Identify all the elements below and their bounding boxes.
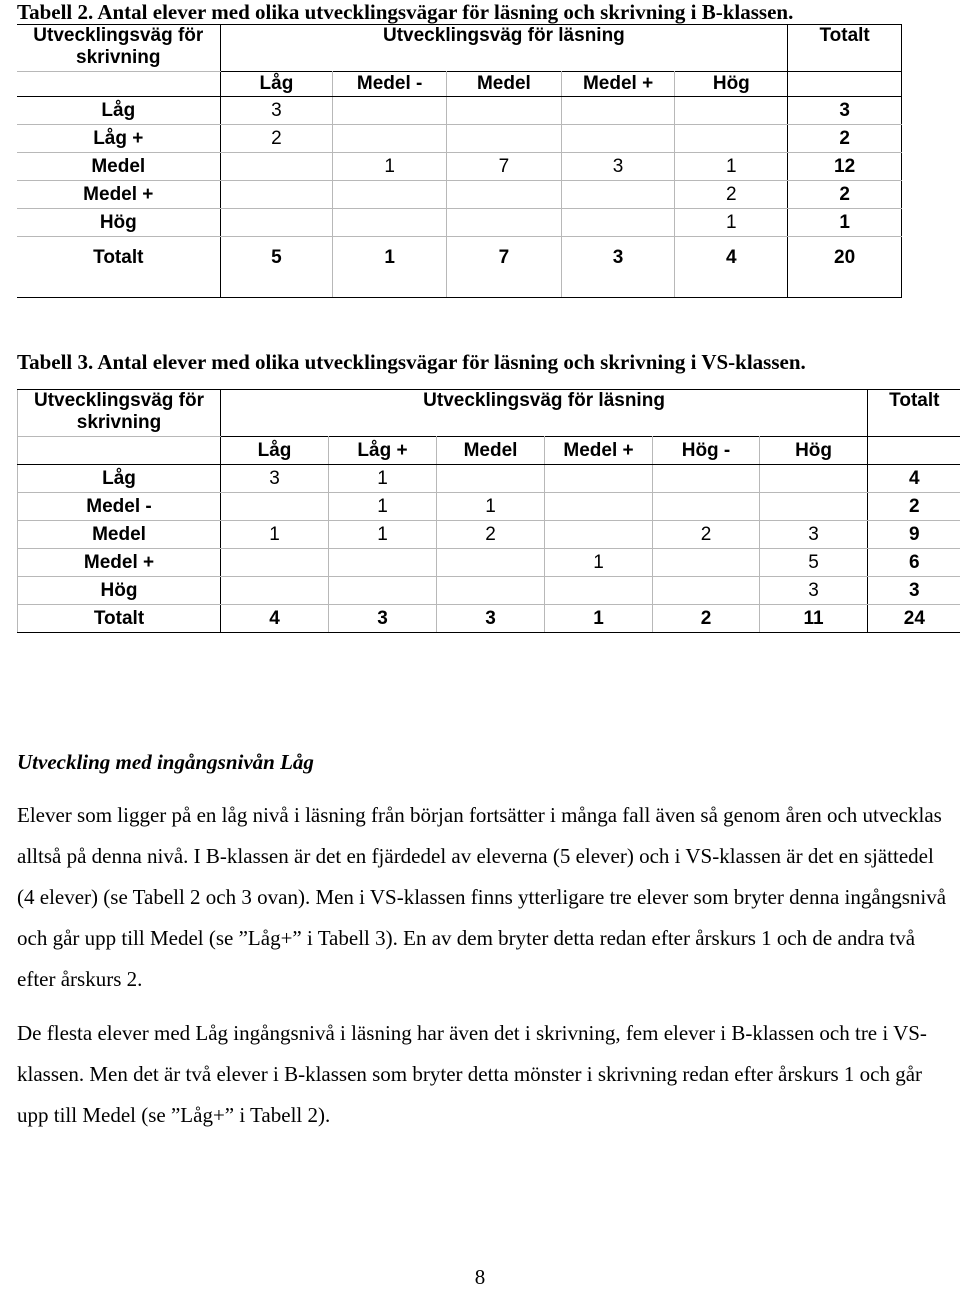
total-header: Totalt <box>788 25 902 72</box>
table-cell <box>447 125 562 153</box>
column-header: Låg + <box>329 437 437 465</box>
table-cell: 4 <box>675 237 788 298</box>
table-row <box>17 209 902 237</box>
table-cell: 3 <box>220 97 333 125</box>
table-row <box>17 97 902 125</box>
row-label: Medel <box>18 521 221 549</box>
row-label: Låg <box>17 97 220 125</box>
table-cell <box>545 493 653 521</box>
table-cell: 2 <box>437 521 545 549</box>
paragraph: Elever som ligger på en låg nivå i läsning från början fortsätter i många fall även så genom åren och utvecklas alltså på denna nivå. I B-klassen är det en fjärdedel av eleverna (5 elever) och i VS-klassen är det en sjättedel (4 elever) (se Tabell 2 och 3 ovan). Men i VS-klassen finns ytterligare tre elever som bryter denna ingångsnivå och går upp till Medel (se ”Låg+” i Tabell 3). En av dem bryter detta redan efter årskurs 1 och de andra två efter årskurs 2. <box>17 795 947 1000</box>
table-cell: 4 <box>221 605 329 633</box>
table-cell <box>447 181 562 209</box>
table-cell: 3 <box>329 605 437 633</box>
table-cell <box>329 577 437 605</box>
row-total: 2 <box>868 493 960 521</box>
table-cell: 1 <box>333 237 447 298</box>
table-cell <box>545 465 653 493</box>
column-header: Medel + <box>545 437 653 465</box>
column-group-header: Utvecklingsväg för läsning <box>221 390 868 437</box>
row-label: Hög <box>17 209 220 237</box>
table-cell <box>447 97 562 125</box>
row-label: Totalt <box>17 237 220 298</box>
table-cell <box>561 97 675 125</box>
table-row <box>18 549 960 577</box>
table-cell <box>333 181 447 209</box>
table-cell <box>333 209 447 237</box>
table-cell <box>545 577 653 605</box>
table-cell: 1 <box>675 153 788 181</box>
table-cell <box>221 577 329 605</box>
table-cell <box>653 493 760 521</box>
header-row <box>18 390 960 437</box>
row-total: 3 <box>868 577 960 605</box>
table-cell <box>437 549 545 577</box>
table-cell <box>545 521 653 549</box>
row-total: 4 <box>868 465 960 493</box>
row-header-cell <box>17 72 220 97</box>
table-cell <box>561 125 675 153</box>
table-row <box>18 465 960 493</box>
row-total: 12 <box>788 153 902 181</box>
column-header: Hög <box>675 72 788 97</box>
table-cell: 3 <box>760 577 868 605</box>
table-cell <box>653 465 760 493</box>
table-cell <box>220 209 333 237</box>
table-cell: 3 <box>561 153 675 181</box>
table3-caption: Tabell 3. Antal elever med olika utvecklingsvägar för läsning och skrivning i VS-klassen. <box>17 350 806 374</box>
table-cell: 1 <box>333 153 447 181</box>
table-cell: 3 <box>760 521 868 549</box>
table-cell <box>760 465 868 493</box>
table-row <box>18 521 960 549</box>
table-cell: 1 <box>545 605 653 633</box>
table-cell: 3 <box>221 465 329 493</box>
column-header: Låg <box>220 72 333 97</box>
total-header <box>868 437 960 465</box>
table3 <box>17 389 960 633</box>
table-cell <box>447 209 562 237</box>
column-header: Medel + <box>561 72 675 97</box>
total-header: Totalt <box>868 390 960 437</box>
table-cell <box>760 493 868 521</box>
table-cell: 3 <box>561 237 675 298</box>
table-cell <box>675 125 788 153</box>
table-cell: 7 <box>447 153 562 181</box>
table-cell: 1 <box>221 521 329 549</box>
table-cell: 1 <box>545 549 653 577</box>
row-label: Låg <box>18 465 221 493</box>
header-row <box>17 25 902 72</box>
row-total: 2 <box>788 181 902 209</box>
row-header-cell: Utvecklingsväg för skrivning <box>18 390 221 437</box>
totals-row <box>18 605 960 633</box>
row-label: Medel + <box>18 549 221 577</box>
total-header <box>788 72 902 97</box>
table-row <box>17 125 902 153</box>
table-cell: 3 <box>437 605 545 633</box>
table-cell <box>333 125 447 153</box>
row-label: Låg + <box>17 125 220 153</box>
column-group-header: Utvecklingsväg för läsning <box>220 25 788 72</box>
table2-caption: Tabell 2. Antal elever med olika utvecklingsvägar för läsning och skrivning i B-klassen. <box>17 0 793 24</box>
row-total: 2 <box>788 125 902 153</box>
column-header: Medel <box>447 72 562 97</box>
table-cell: 5 <box>220 237 333 298</box>
table-row <box>18 493 960 521</box>
table-cell: 1 <box>329 493 437 521</box>
row-label: Totalt <box>18 605 221 633</box>
paragraph: De flesta elever med Låg ingångsnivå i läsning har även det i skrivning, fem elever i B-klassen och tre i VS-klassen. Men det är två elever i B-klassen som bryter detta mönster i skrivning redan efter årskurs 1 och går upp till Medel (se ”Låg+” i Tabell 2). <box>17 1013 947 1136</box>
page-number: 8 <box>0 1265 960 1290</box>
table-cell: 5 <box>760 549 868 577</box>
table-cell: 2 <box>653 605 760 633</box>
table-cell <box>437 465 545 493</box>
row-total: 24 <box>868 605 960 633</box>
table-cell: 1 <box>329 521 437 549</box>
table-row <box>18 577 960 605</box>
table-cell: 2 <box>675 181 788 209</box>
table-cell: 2 <box>653 521 760 549</box>
row-header-cell <box>18 437 221 465</box>
table2 <box>17 24 902 298</box>
row-total: 1 <box>788 209 902 237</box>
table-cell <box>220 153 333 181</box>
table-cell <box>221 493 329 521</box>
table-cell <box>561 181 675 209</box>
column-header: Medel - <box>333 72 447 97</box>
table-cell: 1 <box>329 465 437 493</box>
row-label: Medel <box>17 153 220 181</box>
row-total: 3 <box>788 97 902 125</box>
table-cell: 7 <box>447 237 562 298</box>
row-label: Hög <box>18 577 221 605</box>
table-cell: 1 <box>437 493 545 521</box>
row-total: 9 <box>868 521 960 549</box>
table-cell <box>221 549 329 577</box>
header-row <box>18 437 960 465</box>
row-label: Medel + <box>17 181 220 209</box>
column-header: Låg <box>221 437 329 465</box>
row-label: Medel - <box>18 493 221 521</box>
table-cell: 2 <box>220 125 333 153</box>
row-total: 20 <box>788 237 902 298</box>
table-cell <box>333 97 447 125</box>
section-heading: Utveckling med ingångsnivån Låg <box>17 750 314 775</box>
row-header-cell: Utvecklingsväg för skrivning <box>17 25 220 72</box>
column-header: Hög - <box>653 437 760 465</box>
table-row <box>17 153 902 181</box>
totals-row <box>17 237 902 298</box>
table-cell <box>561 209 675 237</box>
table-row <box>17 181 902 209</box>
table-cell <box>653 549 760 577</box>
table-cell <box>653 577 760 605</box>
column-header: Medel <box>437 437 545 465</box>
table-cell <box>220 181 333 209</box>
header-row <box>17 72 902 97</box>
table-cell: 11 <box>760 605 868 633</box>
table-cell <box>437 577 545 605</box>
row-total: 6 <box>868 549 960 577</box>
column-header: Hög <box>760 437 868 465</box>
table-cell: 1 <box>675 209 788 237</box>
table-cell <box>329 549 437 577</box>
table-cell <box>675 97 788 125</box>
